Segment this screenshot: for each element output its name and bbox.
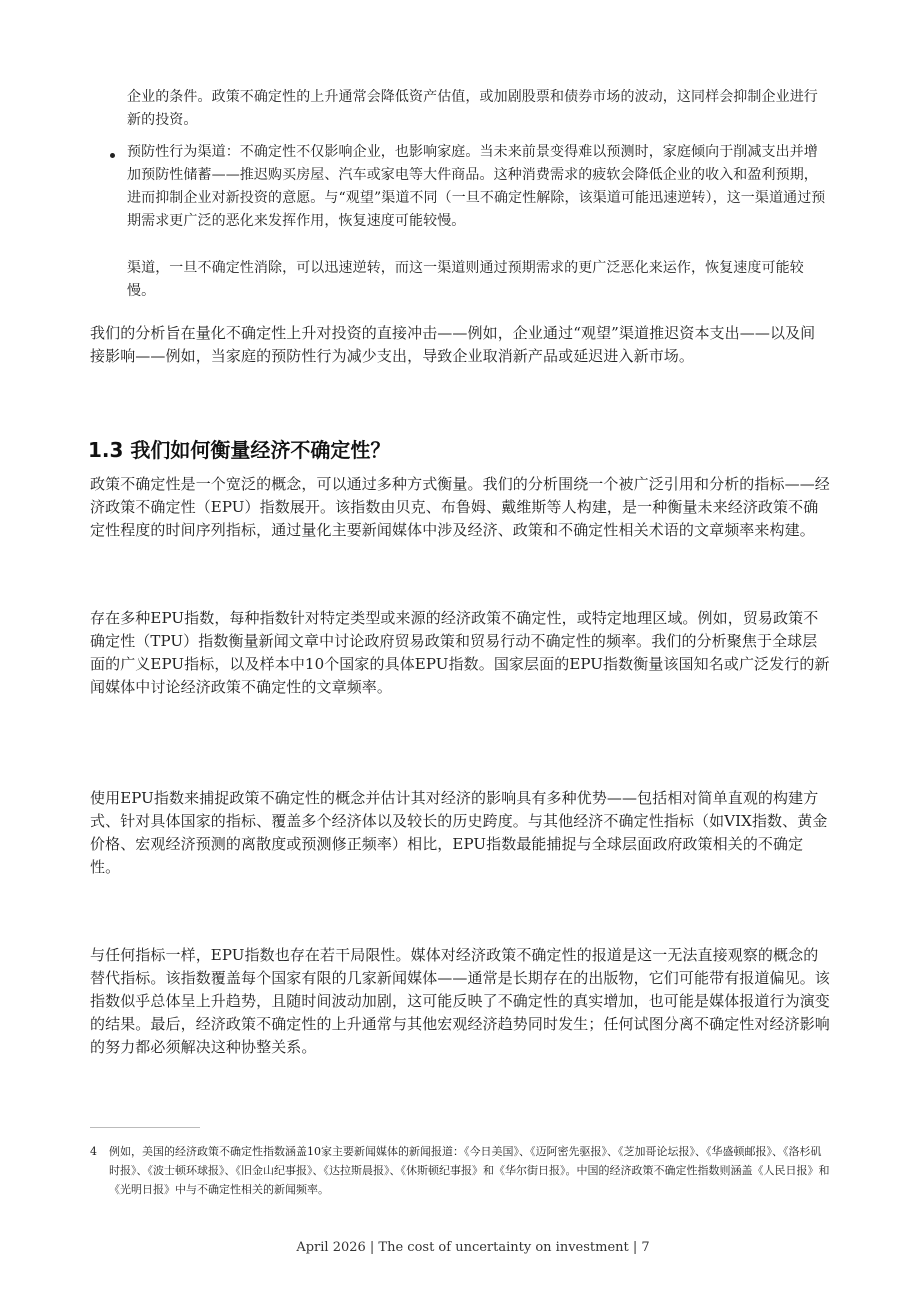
paragraph-channel-note: 渠道，一旦不确定性消除，可以迅速逆转，而这一渠道则通过预期需求的更广泛恶化来运作，恢复速度可能较慢。 bbox=[127, 260, 804, 299]
paragraph-investment-continuation: 企业的条件。政策不确定性的上升通常会降低资产估值，或加剧股票和债券市场的波动，这同样会抑制企业进行新的投资。 bbox=[127, 89, 818, 128]
footnote-number: 4 bbox=[90, 1145, 97, 1158]
paragraph-epu-limitations: 与任何指标一样，EPU指数也存在若干局限性。媒体对经济政策不确定性的报道是这一无法直接观察的概念的替代指标。该指数覆盖每个国家有限的几家新闻媒体——通常是长期存在的出版物，它们可能带有报道偏见。该指数似乎总体呈上升趋势，且随时间波动加剧，这可能反映了不确定性的真实增加，也可能是媒体报道行为演变的结果。最后，经济政策不确定性的上升通常与其他宏观经济趋势同时发生；任何试图分离不确定性对经济影响的努力都必须解决这种协整关系。 bbox=[90, 946, 830, 1056]
footnote-text: 例如，美国的经济政策不确定性指数涵盖10家主要新闻媒体的新闻报道：《今日美国》、《迈阿密先驱报》、《芝加哥论坛报》、《华盛顿邮报》、《洛杉矶时报》、《波士顿环球报》、《旧金山纪事报》、《达拉斯晨报》、《休斯顿纪事报》和《华尔街日报》。中国的经济政策不确定性指数则涵盖《人民日报》和《光明日报》中与不确定性相关的新闻频率。 bbox=[109, 1145, 830, 1196]
paragraph-analysis-aim: 我们的分析旨在量化不确定性上升对投资的直接冲击——例如，企业通过“观望”渠道推迟资本支出——以及间接影响——例如，当家庭的预防性行为减少支出，导致企业取消新产品或延迟进入新市场。 bbox=[90, 324, 816, 365]
section-heading: 1.3 我们如何衡量经济不确定性？ bbox=[88, 438, 391, 462]
page-footer: April 2026 | The cost of uncertainty on investment | 7 bbox=[296, 1240, 650, 1255]
paragraph-epu-types: 存在多种EPU指数，每种指数针对特定类型或来源的经济政策不确定性，或特定地理区域。例如，贸易政策不确定性（TPU）指数衡量新闻文章中讨论政府贸易政策和贸易行动不确定性的频率。我们的分析聚焦于全球层面的广义EPU指标，以及样本中10个国家的具体EPU指数。国家层面的EPU指数衡量该国知名或广泛发行的新闻媒体中讨论经济政策不确定性的文章频率。 bbox=[90, 609, 830, 696]
bullet-dot-icon bbox=[110, 153, 115, 158]
paragraph-epu-advantages: 使用EPU指数来捕捉政策不确定性的概念并估计其对经济的影响具有多种优势——包括相对简单直观的构建方式、针对具体国家的指标、覆盖多个经济体以及较长的历史跨度。与其他经济不确定性指标（如VIX指数、黄金价格、宏观经济预测的离散度或预测修正频率）相比，EPU指数最能捕捉与全球层面政府政策相关的不确定性。 bbox=[90, 789, 828, 876]
paragraph-epu-intro: 政策不确定性是一个宽泛的概念，可以通过多种方式衡量。我们的分析围绕一个被广泛引用和分析的指标——经济政策不确定性（EPU）指数展开。该指数由贝克、布鲁姆、戴维斯等人构建，是一种衡量未来经济政策不确定性程度的时间序列指标，通过量化主要新闻媒体中涉及经济、政策和不确定性相关术语的文章频率来构建。 bbox=[90, 475, 830, 539]
bullet-precautionary-behavior: 预防性行为渠道：不确定性不仅影响企业，也影响家庭。当未来前景变得难以预测时，家庭倾向于削减支出并增加预防性储蓄——推迟购买房屋、汽车或家电等大件商品。这种消费需求的疲软会降低企业的收入和盈利预期，进而抑制企业对新投资的意愿。与“观望”渠道不同（一旦不确定性解除，该渠道可能迅速逆转），这一渠道通过预期需求更广泛的恶化来发挥作用，恢复速度可能较慢。 bbox=[127, 144, 826, 229]
footnote-divider bbox=[90, 1127, 200, 1128]
